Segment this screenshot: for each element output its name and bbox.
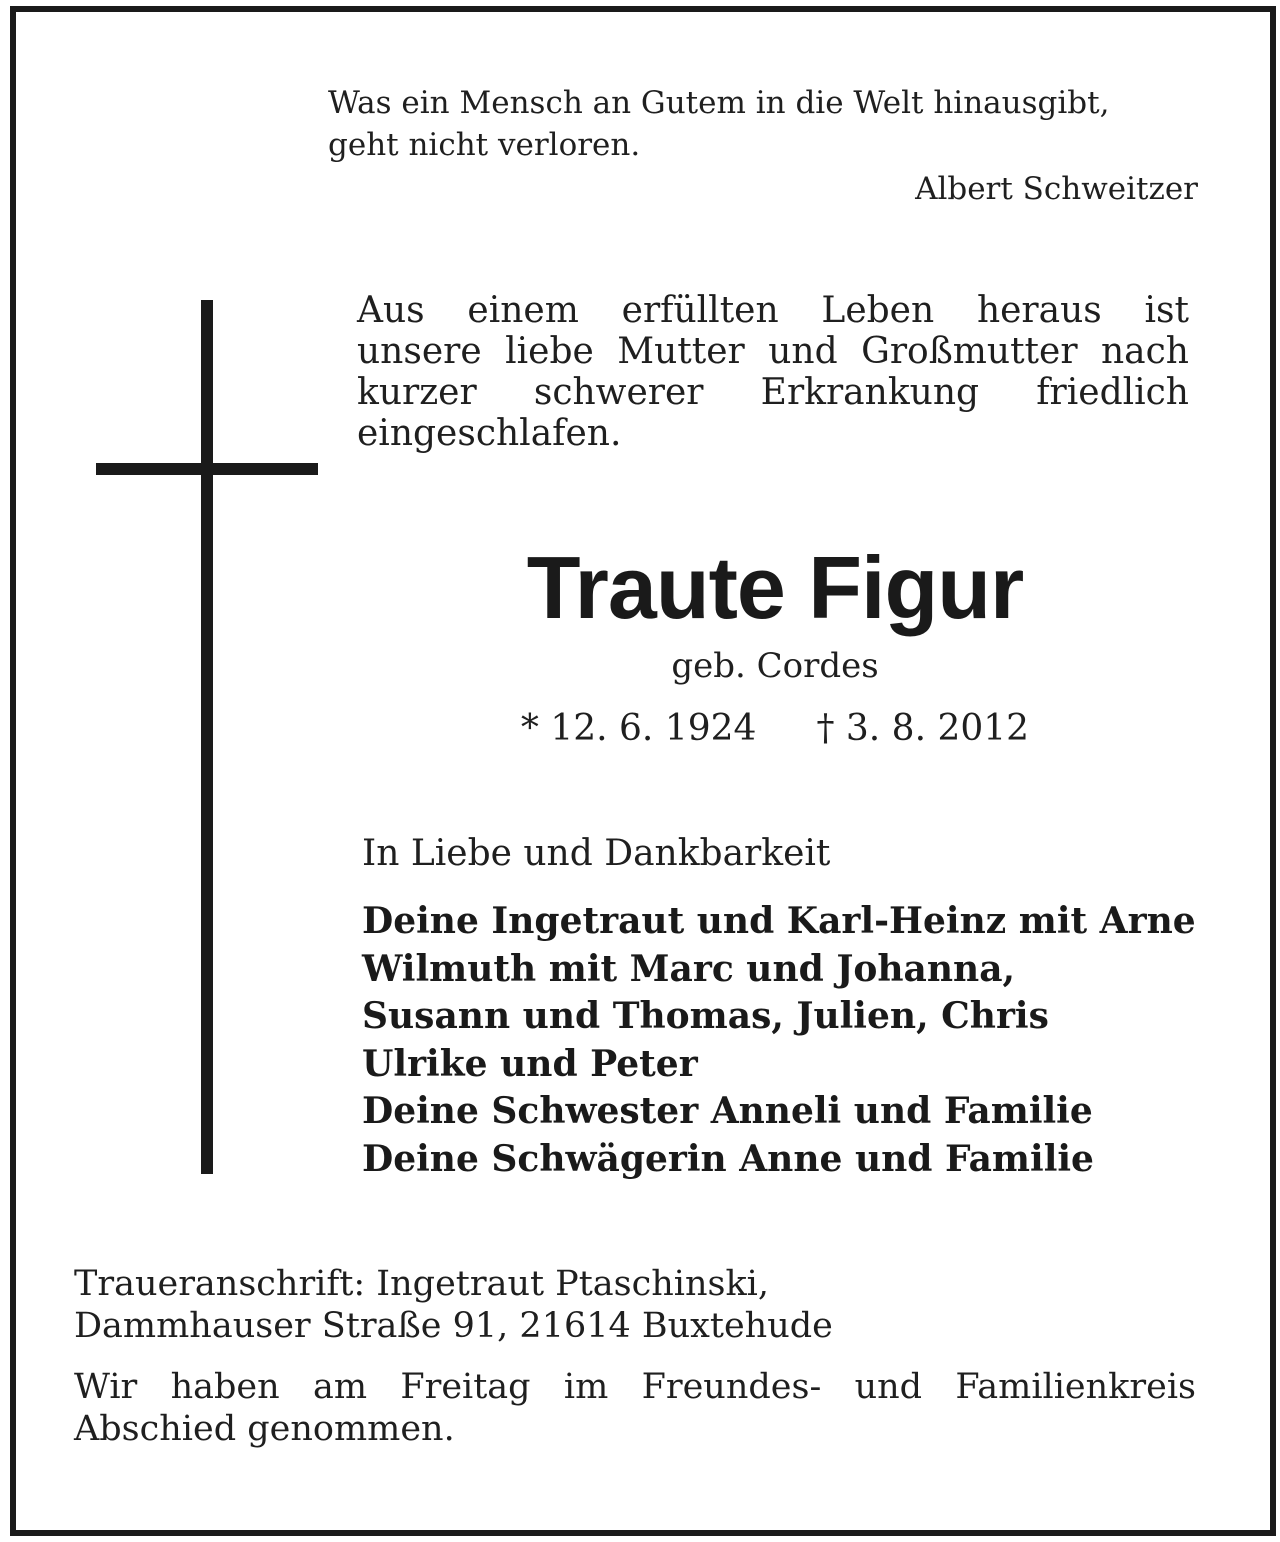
intro-line-1: Aus einem erfüllten Leben heraus ist [357, 290, 1189, 331]
intro-text [357, 290, 1189, 454]
farewell-note [74, 1366, 1196, 1450]
closing-line: In Liebe und Dankbarkeit [362, 833, 831, 874]
cross-horizontal-beam [96, 463, 318, 475]
farewell-line-1: Wir haben am Freitag im Freundes- und Familienkreis [74, 1367, 1196, 1407]
mourners-list [362, 898, 1202, 1183]
intro-line-2: unsere liebe Mutter und Großmutter nach [357, 331, 1189, 372]
address-line-2: Dammhauser Straße 91, 21614 Buxtehude [74, 1306, 833, 1346]
mourner-line: Deine Schwester Anneli und Familie [362, 1090, 1093, 1132]
death-date: † 3. 8. 2012 [816, 708, 1030, 749]
quote [328, 82, 1198, 166]
address-line-1: Traueranschrift: Ingetraut Ptaschinski, [74, 1264, 769, 1304]
birth-date: * 12. 6. 1924 [520, 708, 757, 749]
mourner-line: Deine Ingetraut und Karl-Heinz mit Arne [362, 900, 1196, 942]
quote-author: Albert Schweitzer [915, 171, 1198, 207]
mourner-line: Wilmuth mit Marc und Johanna, [362, 947, 1016, 990]
mourner-line: Deine Schwägerin Anne und Familie [362, 1137, 1094, 1180]
cross-vertical-beam [201, 300, 213, 1174]
mourning-address [74, 1263, 1204, 1347]
intro-line-4: eingeschlafen. [357, 413, 622, 454]
quote-line-1: Was ein Mensch an Gutem in die Welt hinausgibt, [328, 85, 1110, 121]
birth-name: geb. Cordes [671, 646, 879, 686]
farewell-line-2: Abschied genommen. [74, 1409, 455, 1449]
life-dates [360, 707, 1190, 751]
intro-line-3: kurzer schwerer Erkrankung friedlich [357, 372, 1189, 413]
mourner-line: Susann und Thomas, Julien, Chris [362, 995, 1049, 1037]
mourner-line: Ulrike und Peter [362, 1042, 698, 1085]
deceased-name: Traute Figur [526, 538, 1024, 637]
quote-line-2: geht nicht verloren. [328, 127, 641, 163]
